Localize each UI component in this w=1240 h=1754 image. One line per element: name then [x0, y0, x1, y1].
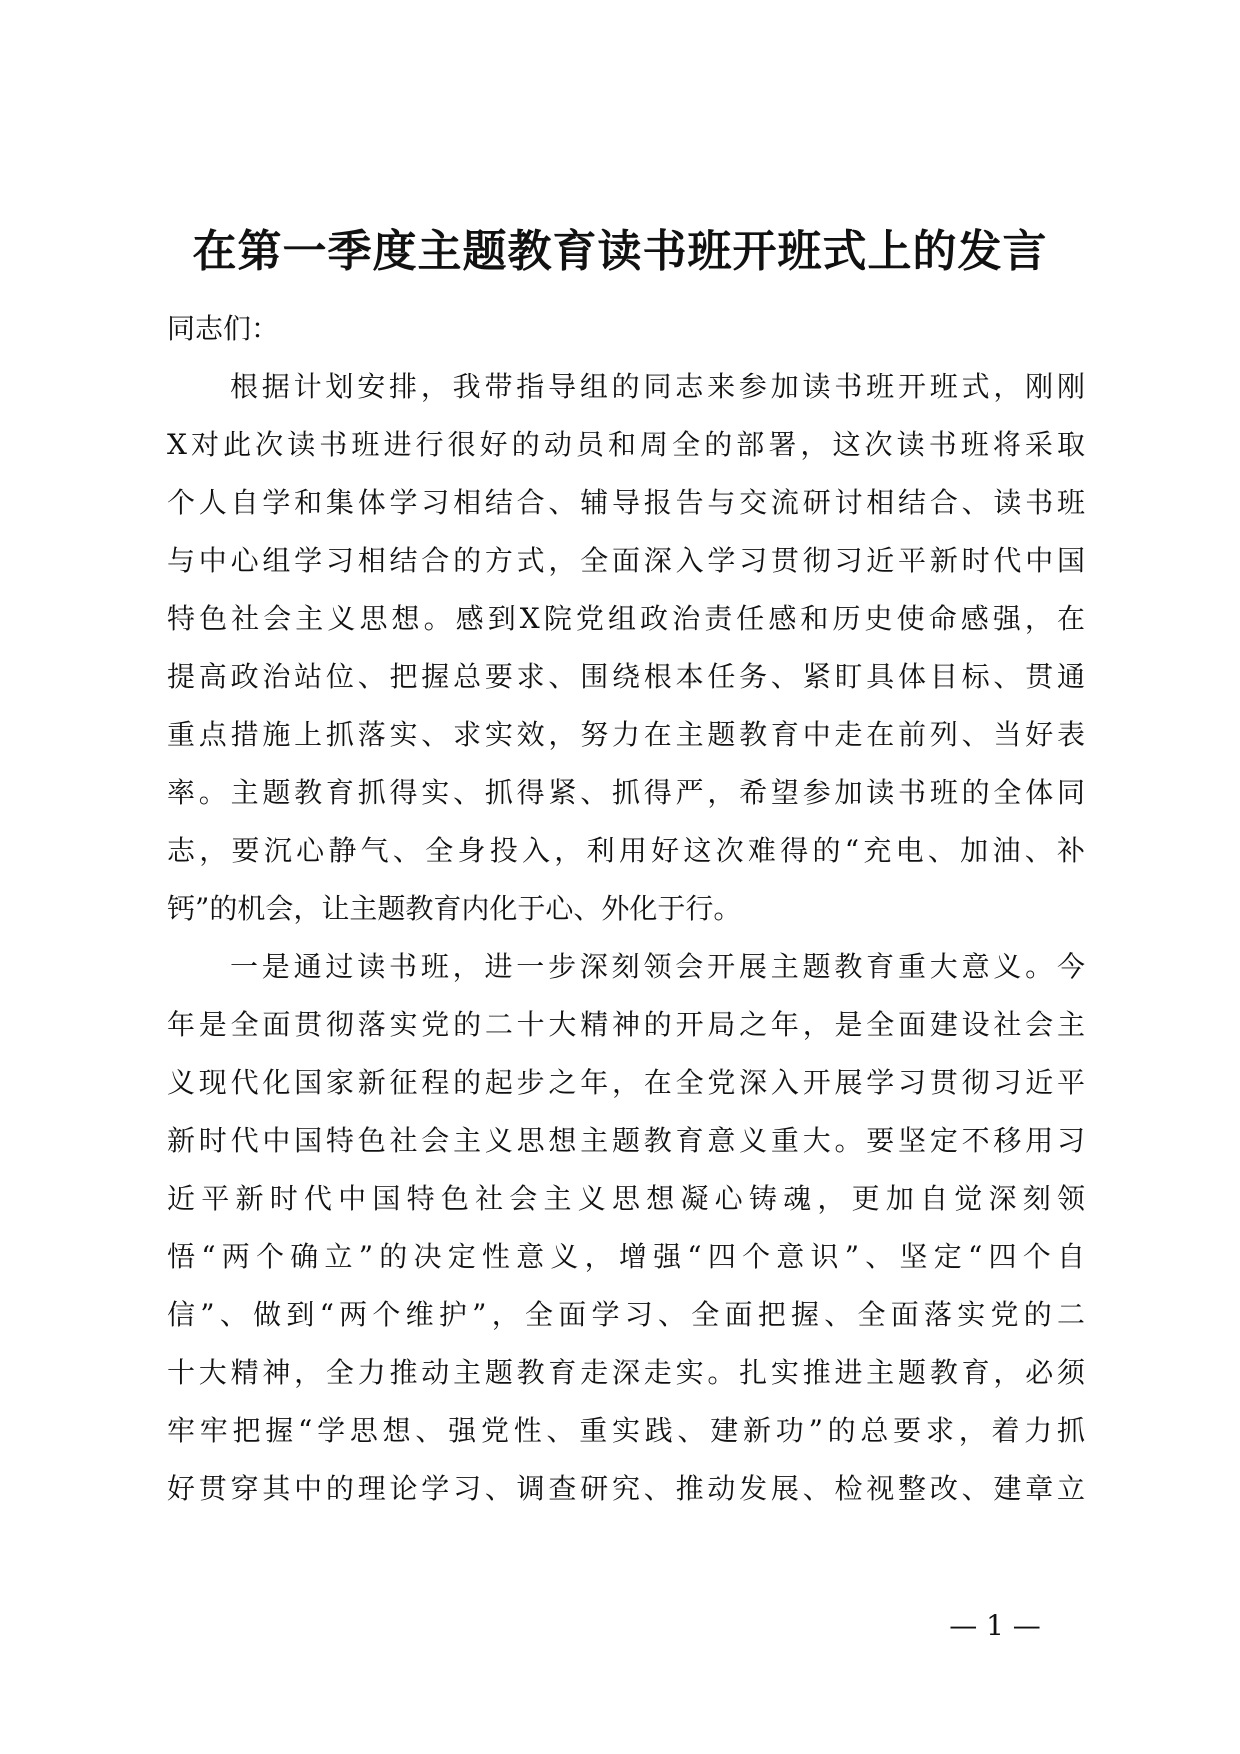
paragraph-line: 根据计划安排，我带指导组的同志来参加读书班开班式，刚刚 — [230, 370, 1085, 403]
paragraph-line: 与中心组学习相结合的方式，全面深入学习贯彻习近平新时代中国 — [167, 544, 1085, 577]
paragraph-line: 信”、做到“两个维护”，全面学习、全面把握、全面落实党的二 — [167, 1298, 1085, 1331]
page-number: — 1 — — [949, 1609, 1041, 1642]
paragraph-line: 新时代中国特色社会主义思想主题教育意义重大。要坚定不移用习 — [167, 1124, 1085, 1157]
paragraph-line: 牢牢把握“学思想、强党性、重实践、建新功”的总要求，着力抓 — [167, 1414, 1085, 1447]
document-title: 在第一季度主题教育读书班开班式上的发言 — [192, 226, 1048, 277]
paragraph-line: 率。主题教育抓得实、抓得紧、抓得严，希望参加读书班的全体同 — [167, 776, 1085, 809]
paragraph-line: 志，要沉心静气、全身投入，利用好这次难得的“充电、加油、补 — [167, 834, 1085, 867]
paragraph-line: 钙”的机会，让主题教育内化于心、外化于行。 — [167, 892, 742, 925]
paragraph-line: 特色社会主义思想。感到X院党组政治责任感和历史使命感强，在 — [167, 602, 1085, 635]
paragraph-line: 一是通过读书班，进一步深刻领会开展主题教育重大意义。今 — [230, 950, 1085, 983]
paragraph-line: 年是全面贯彻落实党的二十大精神的开局之年，是全面建设社会主 — [167, 1008, 1085, 1041]
paragraph-line: 义现代化国家新征程的起步之年，在全党深入开展学习贯彻习近平 — [167, 1066, 1085, 1099]
paragraph-2 — [167, 938, 1085, 1518]
paragraph-line: 十大精神，全力推动主题教育走深走实。扎实推进主题教育，必须 — [167, 1356, 1085, 1389]
paragraph-1 — [167, 358, 1085, 938]
document-body — [167, 300, 1085, 1518]
salutation: 同志们： — [167, 312, 280, 345]
paragraph-line: 好贯穿其中的理论学习、调查研究、推动发展、检视整改、建章立 — [167, 1472, 1085, 1505]
paragraph-line: X对此次读书班进行很好的动员和周全的部署，这次读书班将采取 — [167, 428, 1085, 461]
paragraph-line: 个人自学和集体学习相结合、辅导报告与交流研讨相结合、读书班 — [167, 486, 1085, 519]
paragraph-line: 悟“两个确立”的决定性意义，增强“四个意识”、坚定“四个自 — [167, 1240, 1085, 1273]
paragraph-line: 重点措施上抓落实、求实效，努力在主题教育中走在前列、当好表 — [167, 718, 1085, 751]
paragraph-line: 近平新时代中国特色社会主义思想凝心铸魂，更加自觉深刻领 — [167, 1182, 1085, 1215]
paragraph-line: 提高政治站位、把握总要求、围绕根本任务、紧盯具体目标、贯通 — [167, 660, 1085, 693]
